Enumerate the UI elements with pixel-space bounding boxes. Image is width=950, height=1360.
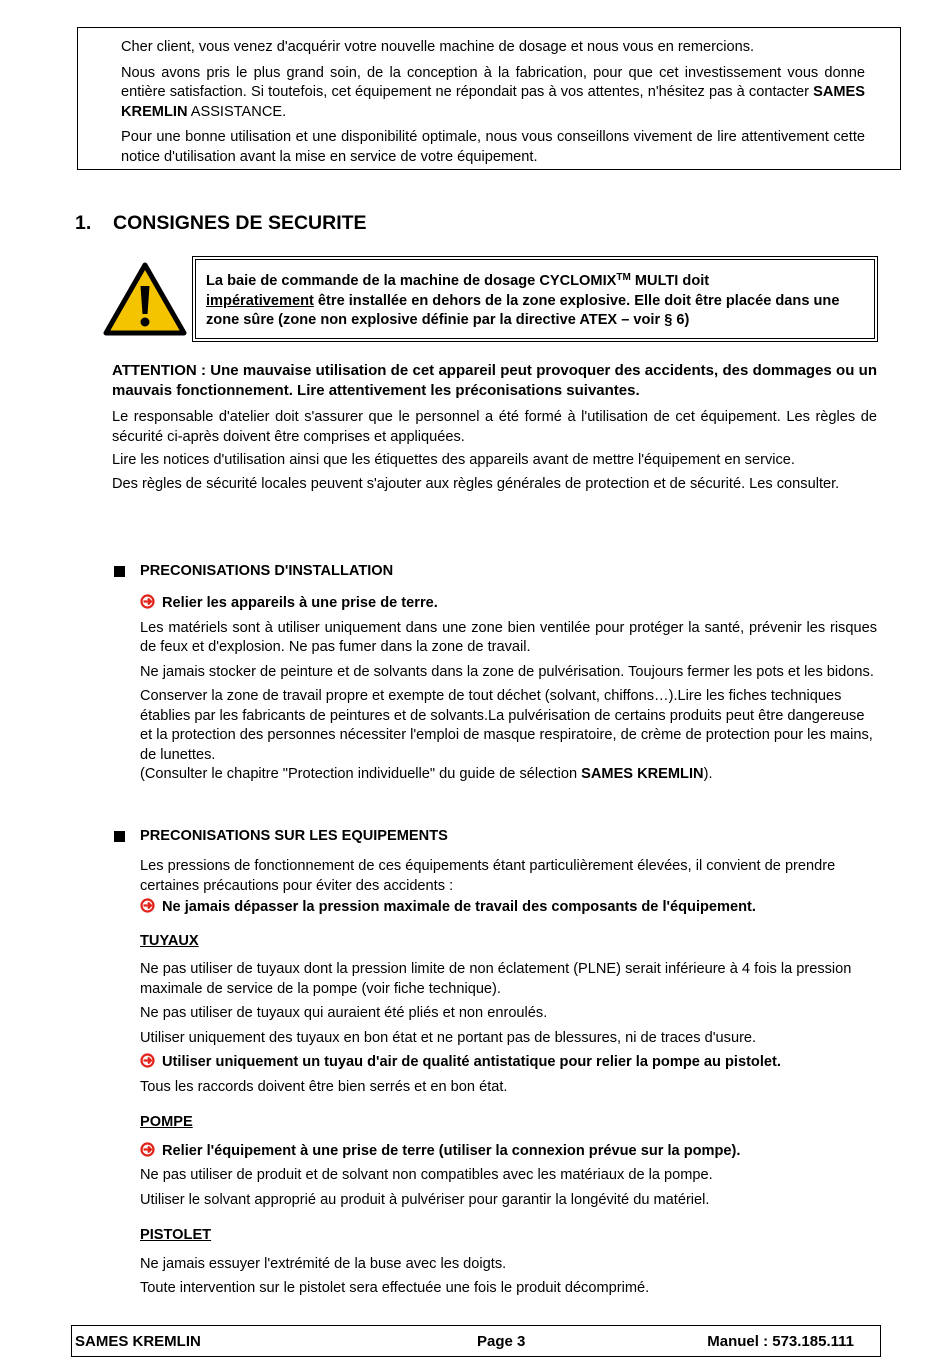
body-paragraph: Utiliser uniquement des tuyaux en bon état et ne portant pas de blessures, ni de traces d'usure. bbox=[140, 1029, 757, 1046]
installation-section bbox=[112, 562, 877, 785]
equipements-section bbox=[112, 827, 877, 1304]
attention-paragraph: Des règles de sécurité locales peuvent s'ajouter aux règles générales de protection et de sécurité. Les consulter. bbox=[112, 475, 840, 492]
attention-block bbox=[112, 361, 877, 498]
circle-arrow-right-icon bbox=[140, 1053, 162, 1073]
square-bullet-icon bbox=[114, 566, 125, 577]
circle-arrow-right-icon bbox=[140, 1142, 162, 1162]
intro-paragraph: Cher client, vous venez d'acquérir votre nouvelle machine de dosage et nous vous en remercions. bbox=[121, 39, 755, 55]
tuyaux-heading: TUYAUX bbox=[140, 932, 199, 949]
rule-line: Ne jamais dépasser la pression maximale de travail des composants de l'équipement. bbox=[140, 898, 877, 918]
section-title bbox=[75, 211, 367, 235]
page-footer bbox=[71, 1325, 881, 1357]
body-paragraph: Conserver la zone de travail propre et exempte de tout déchet (solvant, chiffons…).Lire les fiches techniques établies par les fabricants de peintures et de solvants.La pulvérisation de certains produits peut être dangereuse et la protection des personnes nécessiter l'emploi de masque respiratoire, de crème de protection pour les mains, de lunettes. (Consulter le chapitre "Protection individuelle" du guide de sélection SAMES KREMLIN). bbox=[140, 688, 873, 782]
intro-paragraph: Nous avons pris le plus grand soin, de la conception à la fabrication, pour que cet investissement vous donne entière satisfaction. Si toutefois, cet équipement ne répondait pas à vos attentes, n'hésitez pas à contacter SAMES KREMLIN ASSISTANCE. bbox=[121, 64, 865, 120]
body-paragraph: Ne pas utiliser de produit et de solvant non compatibles avec les matériaux de la pompe. bbox=[140, 1167, 713, 1183]
attention-paragraph: Le responsable d'atelier doit s'assurer que le personnel a été formé à l'utilisation de cet équipement. Les règles de sécurité ci-après doivent être comprises et appliquées. bbox=[112, 409, 877, 445]
equipements-heading: PRECONISATIONS SUR LES EQUIPEMENTS bbox=[112, 827, 877, 847]
circle-arrow-right-icon bbox=[140, 898, 162, 918]
body-paragraph: Toute intervention sur le pistolet sera effectuée une fois le produit décomprimé. bbox=[140, 1280, 650, 1296]
body-paragraph: Les pressions de fonctionnement de ces équipements étant particulièrement élevées, il convient de prendre certaines précautions pour éviter des accidents : bbox=[140, 858, 836, 894]
attention-paragraph: Lire les notices d'utilisation ainsi que les étiquettes des appareils avant de mettre l'équipement en service. bbox=[112, 452, 795, 468]
footer-company: SAMES KREMLIN bbox=[75, 1333, 201, 1350]
rule-line: Utiliser uniquement un tuyau d'air de qualité antistatique pour relier la pompe au pistolet. bbox=[140, 1053, 877, 1073]
section-title-text: CONSIGNES DE SECURITE bbox=[113, 212, 367, 234]
body-paragraph: Ne jamais essuyer l'extrémité de la buse avec les doigts. bbox=[140, 1255, 507, 1272]
intro-paragraph: Pour une bonne utilisation et une disponibilité optimale, nous vous conseillons vivement de lire attentivement cette notice d'utilisation avant la mise en service de votre équipement. bbox=[121, 129, 865, 165]
warning-triangle-icon bbox=[103, 262, 187, 336]
intro-box bbox=[77, 27, 901, 170]
footer-page-number: Page 3 bbox=[477, 1333, 526, 1350]
installation-heading: PRECONISATIONS D'INSTALLATION bbox=[112, 562, 877, 582]
body-paragraph: Les matériels sont à utiliser uniquement dans une zone bien ventilée pour protéger la santé, prévenir les risques de feux et d'explosion. Ne pas fumer dans la zone de travail. bbox=[140, 619, 877, 655]
body-paragraph: Ne jamais stocker de peinture et de solvants dans la zone de pulvérisation. Toujours fermer les pots et les bidons. bbox=[140, 663, 874, 680]
body-paragraph: Tous les raccords doivent être bien serrés et en bon état. bbox=[140, 1078, 508, 1095]
section-number: 1. bbox=[75, 212, 92, 234]
footer-manual-number: Manuel : 573.185.111 bbox=[707, 1333, 854, 1350]
warning-box: La baie de commande de la machine de dosage CYCLOMIX™ MULTI doit impérativement être installée en dehors de la zone explosive. Elle doit être placée dans une zone sûre (zone non explosive définie par la directive ATEX – voir § 6) bbox=[192, 256, 878, 342]
rule-line: Relier l'équipement à une prise de terre (utiliser la connexion prévue sur la pompe). bbox=[140, 1142, 877, 1162]
body-paragraph: Ne pas utiliser de tuyaux qui auraient été pliés et non enroulés. bbox=[140, 1005, 548, 1021]
attention-warning: ATTENTION : Une mauvaise utilisation de cet appareil peut provoquer des accidents, des dommages ou un mauvais fonctionnement. Lire attentivement les préconisations suivantes. bbox=[112, 362, 877, 399]
body-paragraph: Ne pas utiliser de tuyaux dont la pression limite de non éclatement (PLNE) serait inférieure à 4 fois la pression maximale de service de la pompe (voir fiche technique). bbox=[140, 961, 852, 997]
pistolet-heading: PISTOLET bbox=[140, 1227, 212, 1243]
rule-line: Relier les appareils à une prise de terre. bbox=[140, 594, 877, 614]
body-paragraph: Utiliser le solvant approprié au produit à pulvériser pour garantir la longévité du matériel. bbox=[140, 1191, 710, 1208]
pompe-heading: POMPE bbox=[140, 1114, 193, 1130]
square-bullet-icon bbox=[114, 831, 125, 842]
circle-arrow-right-icon bbox=[140, 594, 162, 614]
